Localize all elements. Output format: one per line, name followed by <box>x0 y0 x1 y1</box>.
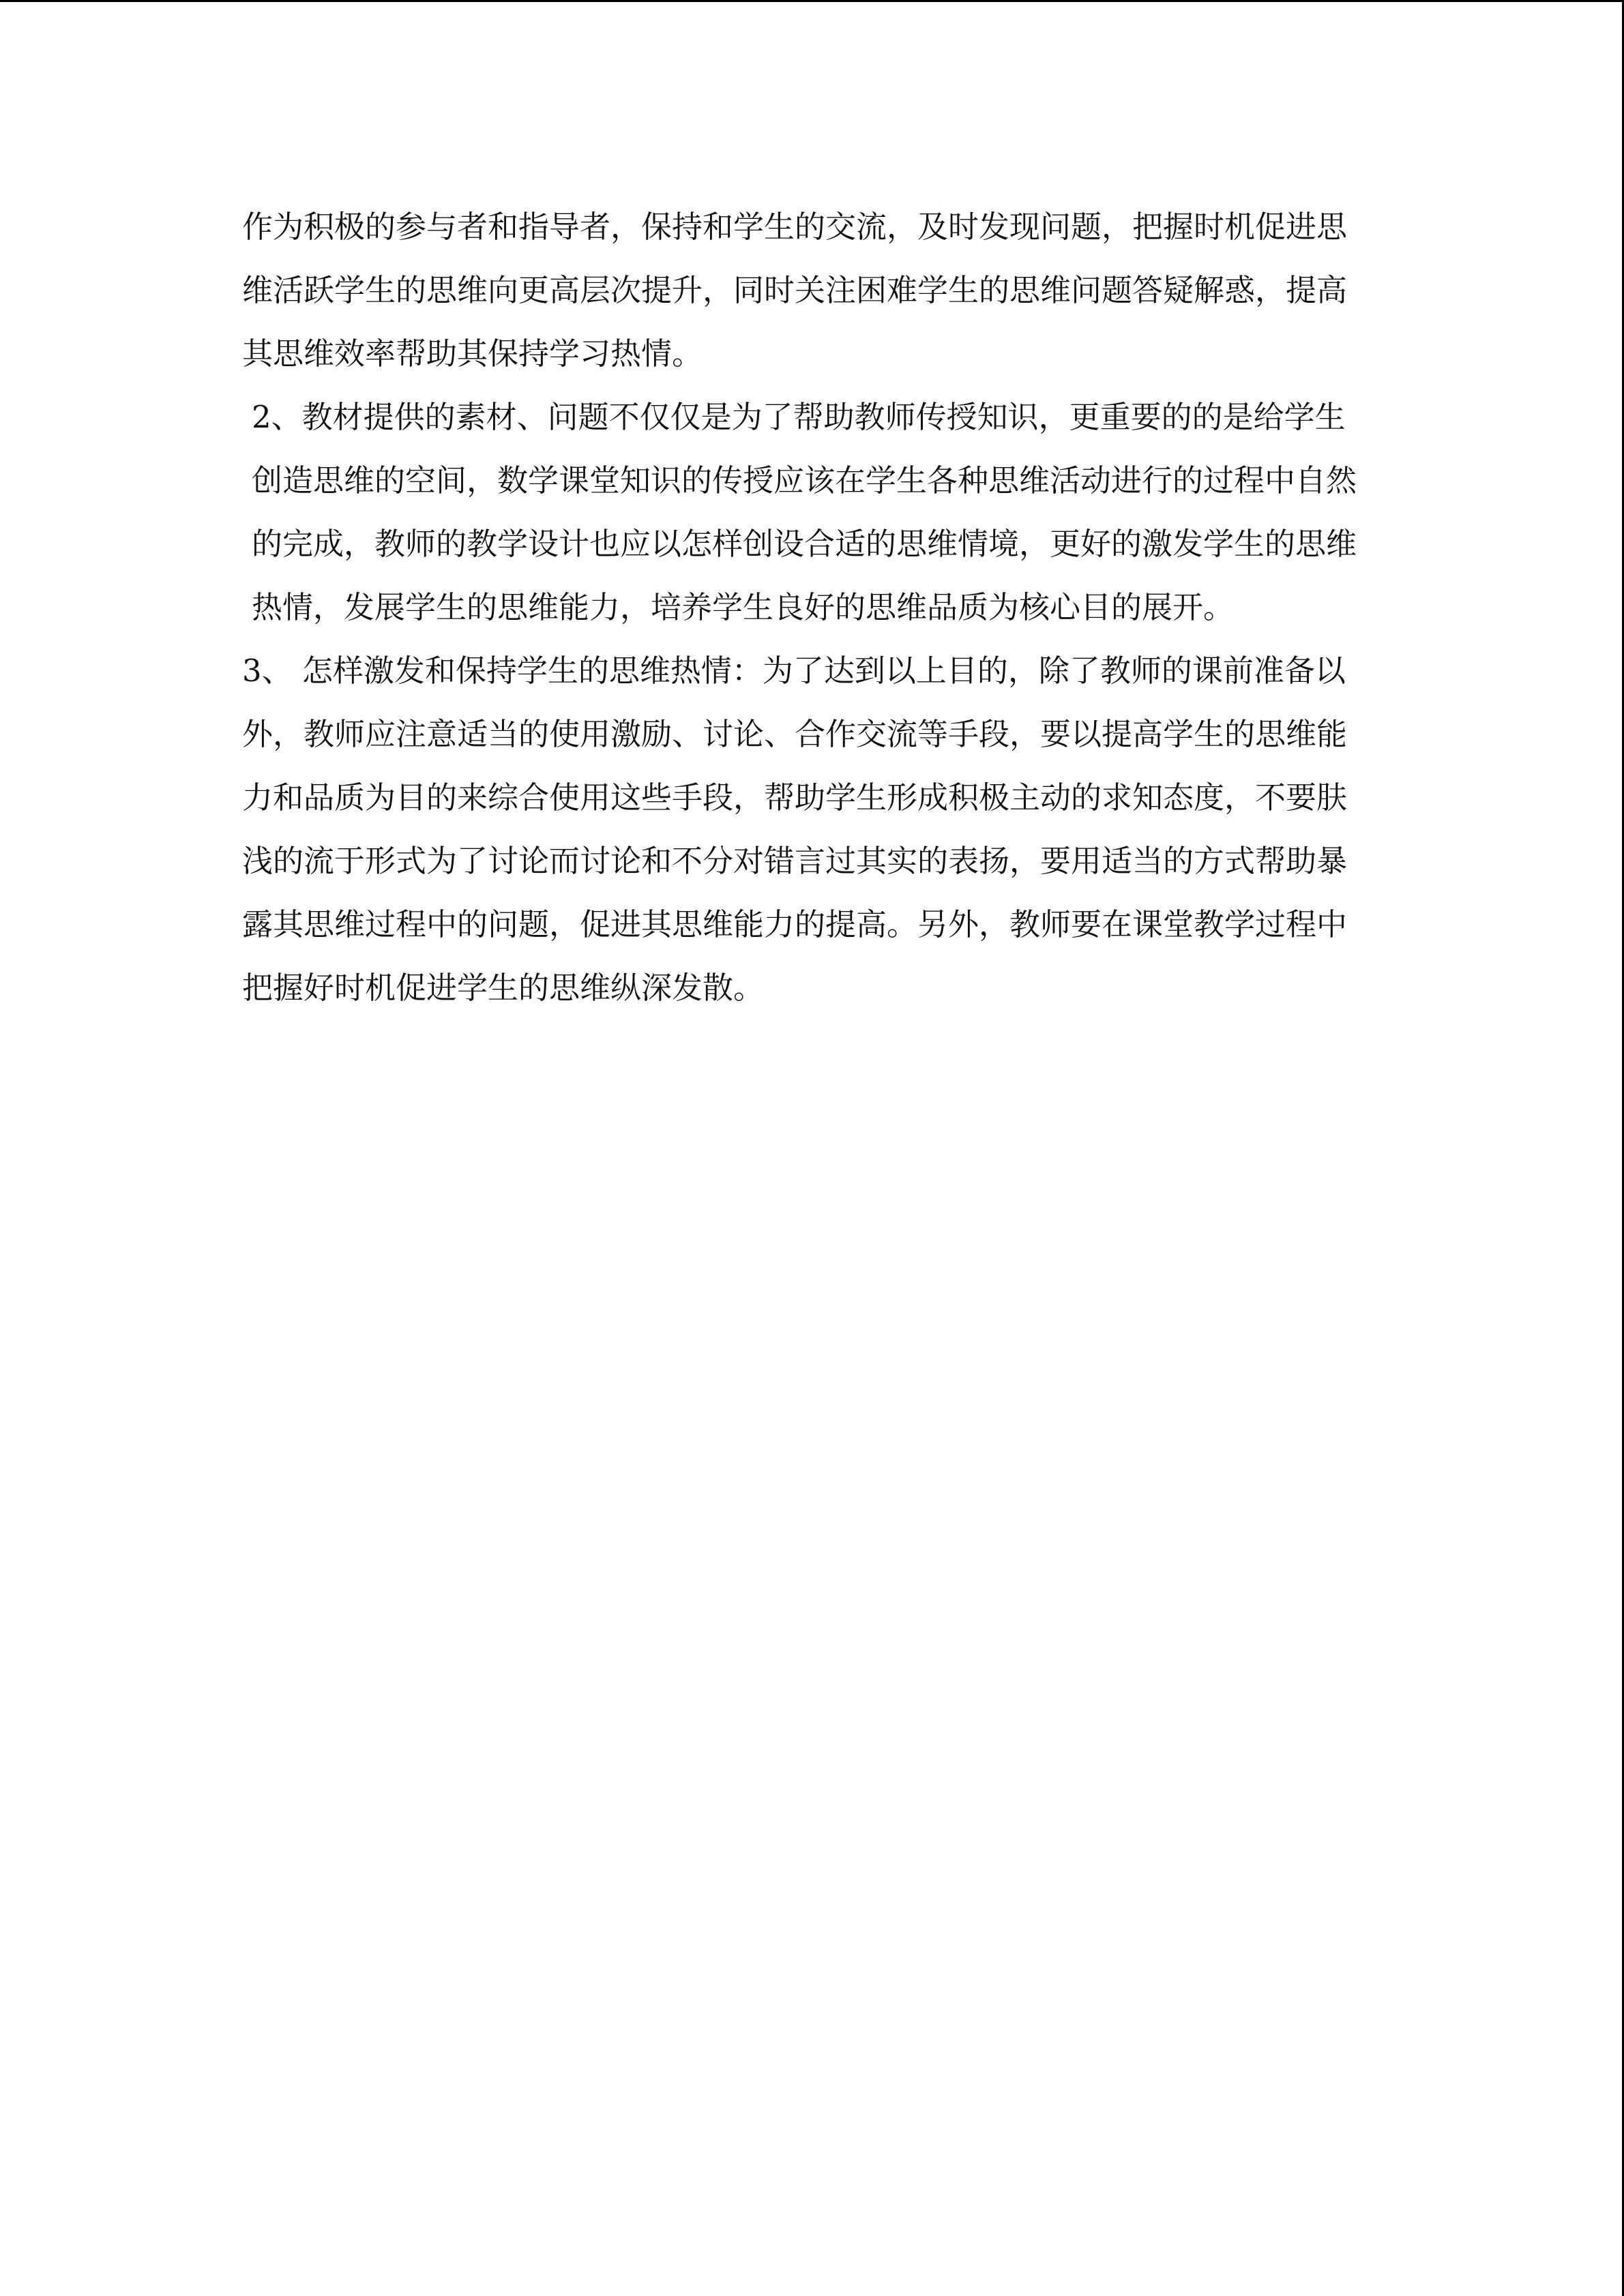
document-body <box>242 195 1432 1019</box>
paragraph-line: 露其思维过程中的问题，促进其思维能力的提高。另外，教师要在课堂教学过程中 <box>242 906 1348 942</box>
paragraph-line: 维活跃学生的思维向更高层次提升，同时关注困难学生的思维问题答疑解惑，提高 <box>242 272 1348 308</box>
paragraph-line: 3、 怎样激发和保持学生的思维热情：为了达到以上目的，除了教师的课前准备以 <box>242 653 1346 689</box>
paragraph-line: 作为积极的参与者和指导者，保持和学生的交流，及时发现问题，把握时机促进思 <box>242 209 1348 245</box>
paragraph-line: 把握好时机促进学生的思维纵深发散。 <box>242 970 765 1006</box>
paragraph-line: 的完成，教师的教学设计也应以怎样创设合适的思维情境，更好的激发学生的思维 <box>252 526 1357 562</box>
paragraph-line: 创造思维的空间，数学课堂知识的传授应该在学生各种思维活动进行的过程中自然 <box>252 462 1357 498</box>
paragraph-line: 其思维效率帮助其保持学习热情。 <box>242 336 703 372</box>
paragraph-line: 2、教材提供的素材、问题不仅仅是为了帮助教师传授知识，更重要的的是给学生 <box>252 399 1346 435</box>
paragraph-3 <box>242 639 1432 1019</box>
paragraph-line: 浅的流于形式为了讨论而讨论和不分对错言过其实的表扬，要用适当的方式帮助暴 <box>242 843 1348 879</box>
paragraph-line: 力和品质为目的来综合使用这些手段，帮助学生形成积极主动的求知态度，不要肤 <box>242 779 1348 816</box>
paragraph-line: 热情，发展学生的思维能力，培养学生良好的思维品质为核心目的展开。 <box>252 589 1235 625</box>
paragraph-line: 外，教师应注意适当的使用激励、讨论、合作交流等手段，要以提高学生的思维能 <box>242 716 1348 752</box>
paragraph-1 <box>242 195 1432 385</box>
paragraph-2 <box>242 385 1432 639</box>
